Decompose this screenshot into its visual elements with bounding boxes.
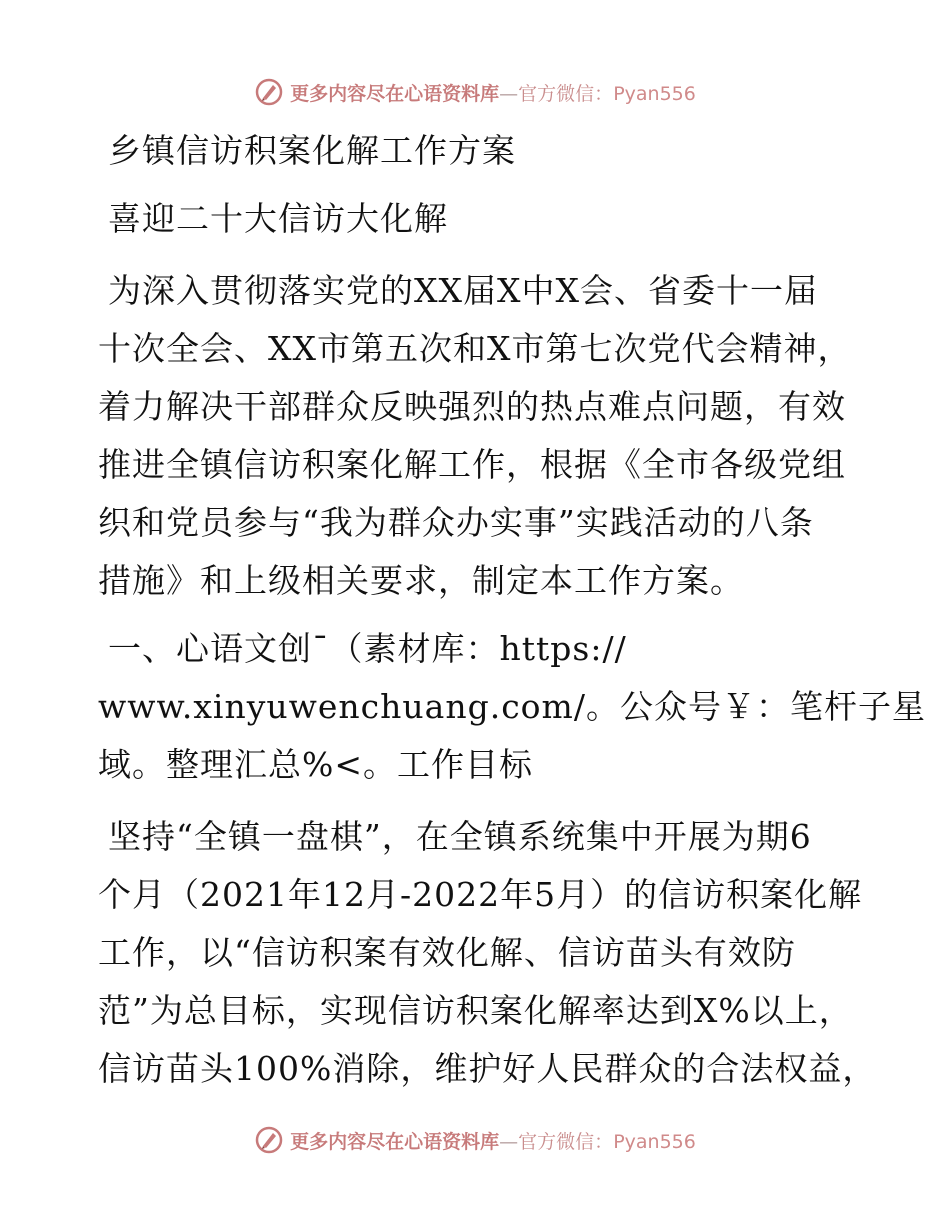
paragraph-line: 范”为总目标，实现信访积案化解率达到X%以上，	[98, 991, 853, 1030]
watermark-banner-bottom	[0, 1120, 950, 1160]
paragraph-line: 着力解决干部群众反映强烈的热点难点问题，有效	[98, 387, 846, 426]
watermark-text	[290, 1127, 696, 1154]
watermark-separator: —	[499, 1130, 519, 1153]
watermark-wechat-label: 官方微信：	[518, 1130, 614, 1153]
paragraph-line: 为深入贯彻落实党的XX届X中X会、省委十一届	[108, 271, 818, 310]
heading-line: www.xinyuwenchuang.com/。公众号￥：笔杆子星	[98, 687, 926, 726]
watermark-wechat-id: Pyan556	[613, 1130, 696, 1153]
watermark-site-name: 更多内容尽在心语资料库	[290, 1130, 500, 1153]
paragraph-line: 坚持“全镇一盘棋”，在全镇系统集中开展为期6	[108, 817, 812, 856]
section-heading-1	[98, 620, 926, 794]
pen-logo-icon	[254, 1125, 284, 1155]
document-title: 乡镇信访积案化解工作方案	[108, 131, 516, 170]
paragraph-line: 十次全会、XX市第五次和X市第七次党代会精神，	[98, 329, 852, 368]
paragraph-line: 织和党员参与“我为群众办实事”实践活动的八条	[98, 503, 814, 542]
heading-line: 域。整理汇总%<。工作目标	[98, 745, 534, 784]
heading-line: 一、心语文创¯（素材库：https://	[108, 629, 627, 668]
paragraph-line: 推进全镇信访积案化解工作，根据《全市各级党组	[98, 445, 846, 484]
pen-logo-icon	[254, 77, 284, 107]
document-body	[98, 122, 926, 1098]
paragraph-line: 信访苗头100%消除，维护好人民群众的合法权益，	[98, 1049, 877, 1088]
watermark-wechat-label: 官方微信：	[518, 82, 614, 105]
watermark-text	[290, 79, 696, 106]
watermark-site-name: 更多内容尽在心语资料库	[290, 82, 500, 105]
paragraph-goals	[98, 808, 877, 1098]
paragraph-line: 措施》和上级相关要求，制定本工作方案。	[98, 561, 744, 600]
watermark-wechat-id: Pyan556	[613, 82, 696, 105]
paragraph-line: 个月（2021年12月-2022年5月）的信访积案化解	[98, 875, 863, 914]
watermark-separator: —	[499, 82, 519, 105]
paragraph-intro	[98, 262, 868, 610]
document-subtitle: 喜迎二十大信访大化解	[108, 199, 448, 238]
watermark-banner-top	[0, 72, 950, 112]
paragraph-line: 工作，以“信访积案有效化解、信访苗头有效防	[98, 933, 796, 972]
